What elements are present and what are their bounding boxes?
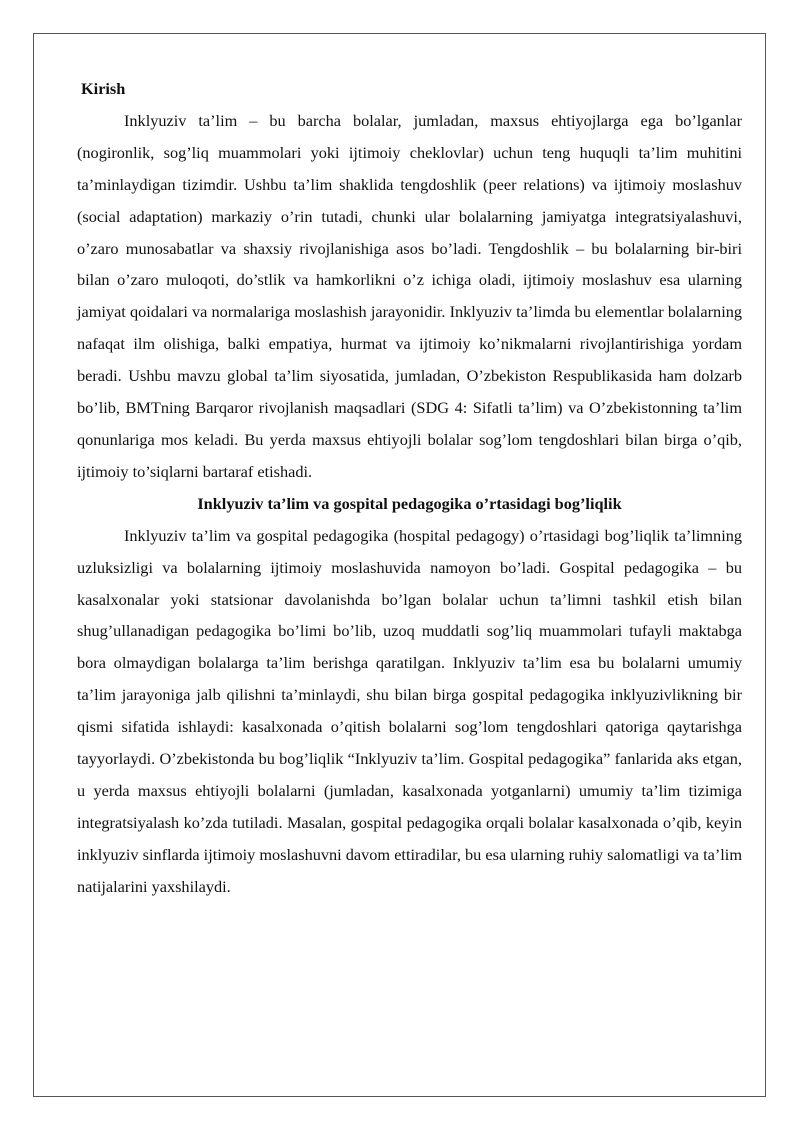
document-body <box>77 73 742 903</box>
paragraph-introduction: Inklyuziv ta’lim – bu barcha bolalar, jumladan, maxsus ehtiyojlarga ega bo’lganlar (nogironlik, sog’liq muammolari yoki ijtimoiy cheklovlar) uchun teng huquqli ta’lim muhitini ta’minlaydigan tizimdir. Ushbu ta’lim shaklida tengdoshlik (peer relations) va ijtimoiy moslashuv (social adaptation) markaziy o’rin tutadi, chunki ular bolalarning jamiyatga integratsiyalashuvi, o’zaro munosabatlar va shaxsiy rivojlanishiga asos bo’ladi. Tengdoshlik – bu bolalarning bir-biri bilan o’zaro muloqoti, do’stlik va hamkorlikni o’z ichiga oladi, ijtimoiy moslashuv esa ularning jamiyat qoidalari va normalariga moslashish jarayonidir. Inklyuziv ta’limda bu elementlar bolalarning nafaqat ilm olishiga, balki empatiya, hurmat va ijtimoiy ko’nikmalarni rivojlantirishiga yordam beradi. Ushbu mavzu global ta’lim siyosatida, jumladan, O’zbekiston Respublikasida ham dolzarb bo’lib, BMTning Barqaror rivojlanish maqsadlari (SDG 4: Sifatli ta’lim) va O’zbekistonning ta’lim qonunlariga mos keladi. Bu yerda maxsus ehtiyojli bolalar sog’lom tengdoshlari bilan birga o’qib, ijtimoiy to’siqlarni bartaraf etishadi. <box>77 110 742 481</box>
section-heading-kirish: Kirish <box>81 79 126 98</box>
section-heading-relationship: Inklyuziv ta’lim va gospital pedagogika o’rtasidagi bog’liqlik <box>197 493 622 513</box>
paragraph-relationship: Inklyuziv ta’lim va gospital pedagogika (hospital pedagogy) o’rtasidagi bog’liqlik ta’limning uzluksizligi va bolalarning ijtimoiy moslashuvida namoyon bo’ladi. Gospital pedagogika – bu kasalxonalar yoki statsionar davolanishda bo’lgan bolalar uchun ta’limni tashkil etish bilan shug’ullanadigan pedagogika bo’limi bo’lib, uzoq muddatli sog’liq muammolari tufayli maktabga bora olmaydigan bolalarga ta’lim berishga qaratilgan. Inklyuziv ta’lim esa bu bolalarni umumiy ta’lim jarayoniga jalb qilishni ta’minlaydi, shu bilan birga gospital pedagogika inklyuzivlikning bir qismi sifatida ishlaydi: kasalxonada o’qitish bolalarni sog’lom tengdoshlari qatoriga qaytarishga tayyorlaydi. O’zbekistonda bu bog’liqlik “Inklyuziv ta’lim. Gospital pedagogika” fanlarida aks etgan, u yerda maxsus ehtiyojli bolalarni (jumladan, kasalxonada yotganlarni) umumiy ta’lim tizimiga integratsiyalash ko’zda tutiladi. Masalan, gospital pedagogika orqali bolalar kasalxonada o’qib, keyin inklyuziv sinflarda ijtimoiy moslashuvni davom ettiradilar, bu esa ularning ruhiy salomatligi va ta’lim natijalarini yaxshilaydi. <box>77 525 742 896</box>
